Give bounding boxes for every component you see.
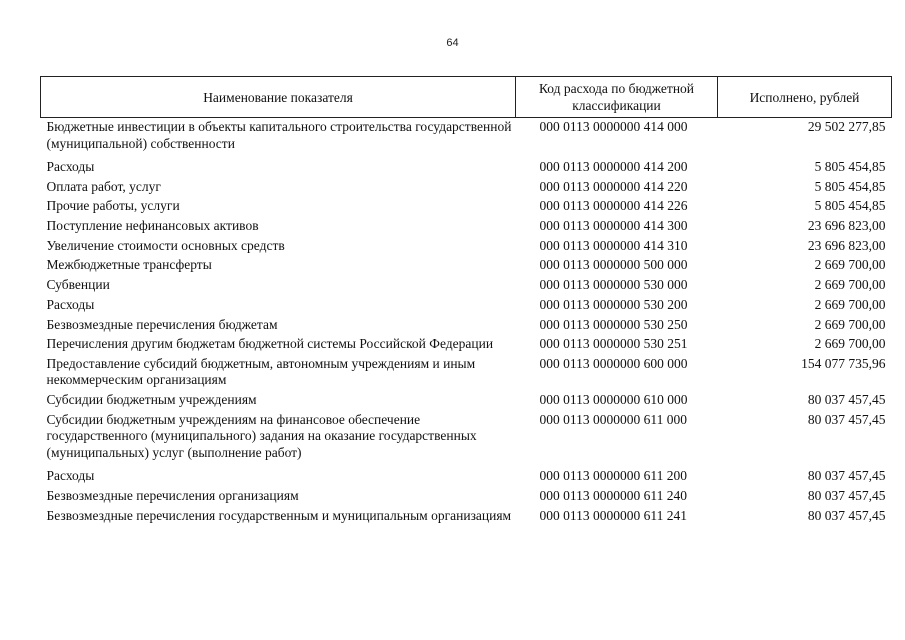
row-indicator-name: Межбюджетные трансферты [46, 257, 212, 273]
row-executed-amount: 80 037 457,45 [807, 487, 886, 503]
header-budget-code: Код расхода по бюджетной классификации [516, 77, 718, 118]
row-indicator-name: Поступление нефинансовых активов [46, 218, 259, 234]
table-row [41, 118, 892, 159]
row-executed-amount: 5 805 454,85 [814, 178, 886, 194]
row-indicator-name: Субсидии бюджетным учреждениям на финансовое обеспечение государственного (муниципального) задания на оказание государственных (муниципальных) услуг (выполнение работ) [46, 411, 477, 460]
row-indicator-name: Расходы [46, 468, 95, 484]
row-executed-amount: 2 669 700,00 [814, 257, 886, 273]
row-budget-code: 000 0113 0000000 414 310 [539, 237, 688, 253]
table-body [41, 118, 892, 527]
row-budget-code: 000 0113 0000000 530 200 [539, 296, 688, 312]
row-indicator-name: Расходы [46, 159, 95, 174]
table-row [41, 316, 892, 336]
row-indicator-name: Увеличение стоимости основных средств [46, 237, 285, 253]
table-row [41, 197, 892, 217]
row-budget-code: 000 0113 0000000 611 000 [539, 411, 687, 427]
row-budget-code: 000 0113 0000000 610 000 [539, 392, 688, 408]
table-row [41, 276, 892, 296]
row-executed-amount: 80 037 457,45 [807, 392, 886, 408]
row-executed-amount: 2 669 700,00 [814, 316, 886, 332]
row-indicator-name: Безвозмездные перечисления государственным и муниципальным организациям [46, 507, 512, 523]
table-row [41, 507, 892, 527]
row-indicator-name: Безвозмездные перечисления бюджетам [46, 316, 278, 332]
table-row [41, 296, 892, 316]
row-indicator-name: Субсидии бюджетным учреждениям [46, 392, 257, 408]
table-header [41, 77, 892, 118]
table-row [41, 487, 892, 507]
budget-table [40, 76, 892, 526]
table-row [41, 335, 892, 355]
row-budget-code: 000 0113 0000000 600 000 [539, 355, 688, 371]
row-budget-code: 000 0113 0000000 530 251 [539, 336, 688, 352]
table-row [41, 217, 892, 237]
row-budget-code: 000 0113 0000000 414 300 [539, 218, 688, 234]
row-executed-amount: 23 696 823,00 [807, 218, 886, 234]
budget-table-container [40, 76, 891, 526]
row-budget-code: 000 0113 0000000 611 240 [539, 487, 687, 503]
header-indicator-name: Наименование показателя [41, 77, 516, 118]
page-number: 64 [446, 37, 459, 49]
table-row [41, 355, 892, 391]
table-row [41, 411, 892, 468]
row-executed-amount: 154 077 735,96 [801, 355, 886, 371]
row-executed-amount: 2 669 700,00 [814, 296, 886, 312]
row-executed-amount: 80 037 457,45 [807, 411, 886, 427]
row-indicator-name: Безвозмездные перечисления организациям [46, 487, 299, 503]
table-row [41, 237, 892, 257]
row-indicator-name: Субвенции [46, 277, 110, 293]
row-executed-amount: 29 502 277,85 [807, 119, 886, 134]
row-indicator-name: Предоставление субсидий бюджетным, автономным учреждениям и иным некоммерческим организациям [46, 355, 476, 388]
row-indicator-name: Прочие работы, услуги [46, 198, 180, 214]
row-budget-code: 000 0113 0000000 530 250 [539, 316, 688, 332]
row-executed-amount: 80 037 457,45 [807, 507, 886, 523]
row-budget-code: 000 0113 0000000 500 000 [539, 257, 688, 273]
table-row [41, 158, 892, 178]
row-executed-amount: 80 037 457,45 [807, 468, 886, 484]
row-executed-amount: 5 805 454,85 [814, 198, 886, 214]
row-indicator-name: Расходы [46, 296, 95, 312]
row-executed-amount: 23 696 823,00 [807, 237, 886, 253]
table-row [41, 178, 892, 198]
row-budget-code: 000 0113 0000000 611 200 [539, 468, 687, 484]
row-indicator-name: Бюджетные инвестиции в объекты капитального строительства государственной (муниципальной) собственности [46, 119, 512, 151]
row-budget-code: 000 0113 0000000 414 000 [539, 119, 688, 134]
table-row [41, 256, 892, 276]
row-executed-amount: 5 805 454,85 [814, 159, 886, 174]
row-budget-code: 000 0113 0000000 414 200 [539, 159, 688, 174]
row-budget-code: 000 0113 0000000 414 220 [539, 178, 688, 194]
row-budget-code: 000 0113 0000000 530 000 [539, 277, 688, 293]
row-indicator-name: Оплата работ, услуг [46, 178, 161, 194]
table-row [41, 467, 892, 487]
row-executed-amount: 2 669 700,00 [814, 336, 886, 352]
header-row [41, 77, 892, 118]
row-executed-amount: 2 669 700,00 [814, 277, 886, 293]
row-budget-code: 000 0113 0000000 611 241 [539, 507, 687, 523]
table-row [41, 391, 892, 411]
row-budget-code: 000 0113 0000000 414 226 [539, 198, 688, 214]
row-indicator-name: Перечисления другим бюджетам бюджетной системы Российской Федерации [46, 336, 494, 352]
header-executed-amount: Исполнено, рублей [718, 77, 892, 118]
